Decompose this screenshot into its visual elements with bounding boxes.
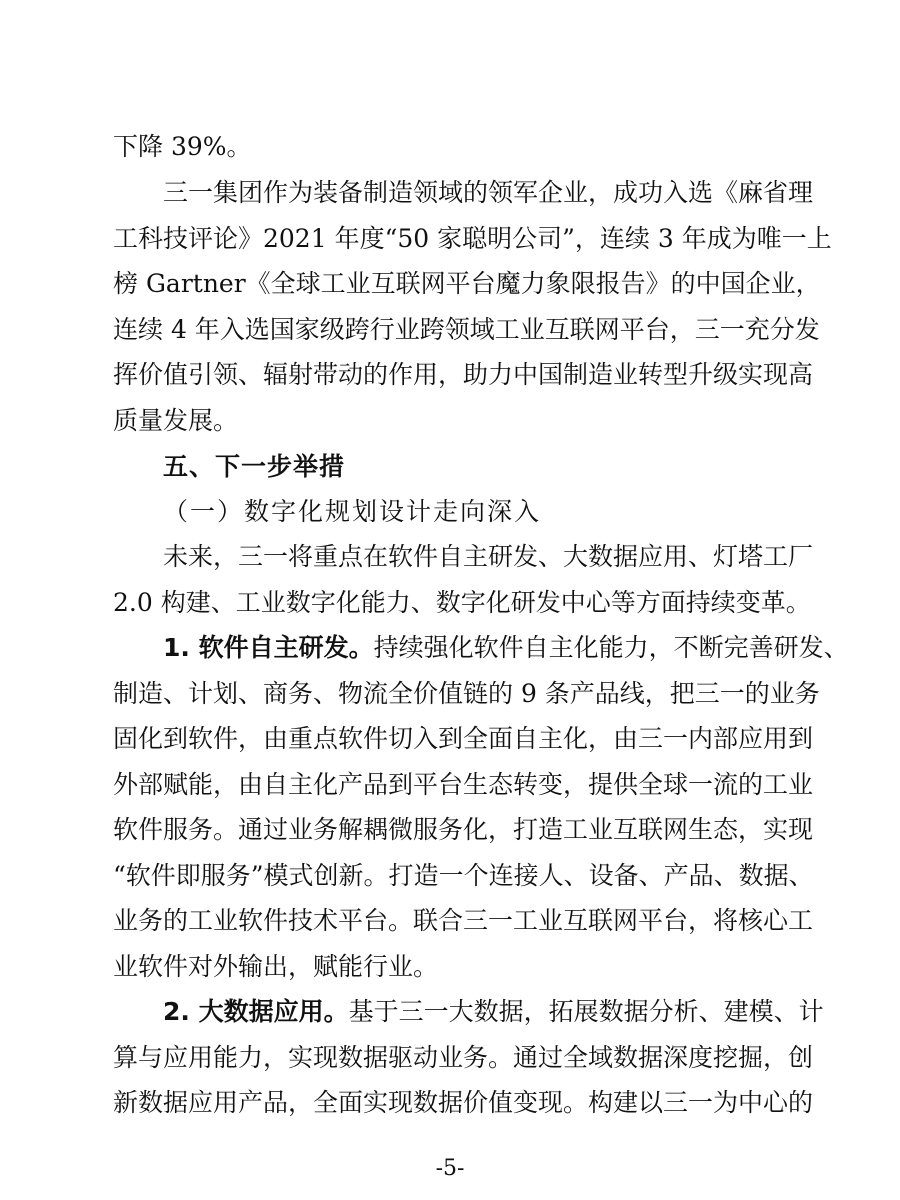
paragraph-line: 连续 4 年入选国家级跨行业跨领域工业互联网平台，三一充分发 xyxy=(113,315,820,344)
paragraph-line: 外部赋能，由自主化产品到平台生态转变，提供全球一流的工业 xyxy=(113,770,814,799)
subsection-heading: （一）数字化规划设计走向深入 xyxy=(163,497,542,526)
paragraph-line: “软件即服务”模式创新。打造一个连接人、设备、产品、数据、 xyxy=(113,861,814,890)
item-lead-bigdata: 2. 大数据应用。 xyxy=(163,997,349,1026)
paragraph-line: 新数据应用产品，全面实现数据价值变现。构建以三一为中心的 xyxy=(113,1088,814,1117)
item-text: 基于三一大数据，拓展数据分析、建模、计 xyxy=(348,997,824,1026)
paragraph-line: 挥价值引领、辐射带动的作用，助力中国制造业转型升级实现高 xyxy=(113,360,814,389)
paragraph-line: 质量发展。 xyxy=(113,406,239,435)
paragraph-line: 固化到软件，由重点软件切入到全面自主化，由三一内部应用到 xyxy=(113,724,814,753)
paragraph-line: 三一集团作为装备制造领域的领军企业，成功入选《麻省理 xyxy=(163,178,814,207)
paragraph-line: 榜 Gartner《全球工业互联网平台魔力象限报告》的中国企业， xyxy=(113,269,821,298)
item-lead-software: 1. 软件自主研发。 xyxy=(163,633,374,662)
paragraph-line: 2.0 构建、工业数字化能力、数字化研发中心等方面持续变革。 xyxy=(113,588,811,617)
paragraph-line-with-lead xyxy=(163,633,849,662)
paragraph-line: 算与应用能力，实现数据驱动业务。通过全域数据深度挖掘，创 xyxy=(113,1043,814,1072)
paragraph-line: 业务的工业软件技术平台。联合三一工业互联网平台，将核心工 xyxy=(113,906,814,935)
paragraph-line: 工科技评论》2021 年度“50 家聪明公司”，连续 3 年成为唯一上 xyxy=(113,224,832,253)
paragraph-line: 未来，三一将重点在软件自主研发、大数据应用、灯塔工厂 xyxy=(163,542,814,571)
item-text: 持续强化软件自主化能力，不断完善研发、 xyxy=(373,633,849,662)
page-number: -5- xyxy=(435,1156,465,1181)
paragraph-line: 制造、计划、商务、物流全价值链的 9 条产品线，把三一的业务 xyxy=(113,679,820,708)
paragraph-line-with-lead xyxy=(163,997,824,1026)
paragraph-line: 业软件对外输出，赋能行业。 xyxy=(113,952,439,981)
section-heading: 五、下一步举措 xyxy=(163,452,346,481)
paragraph-line: 软件服务。通过业务解耦微服务化，打造工业互联网生态，实现 xyxy=(113,815,814,844)
paragraph-line: 下降 39%。 xyxy=(113,132,252,161)
